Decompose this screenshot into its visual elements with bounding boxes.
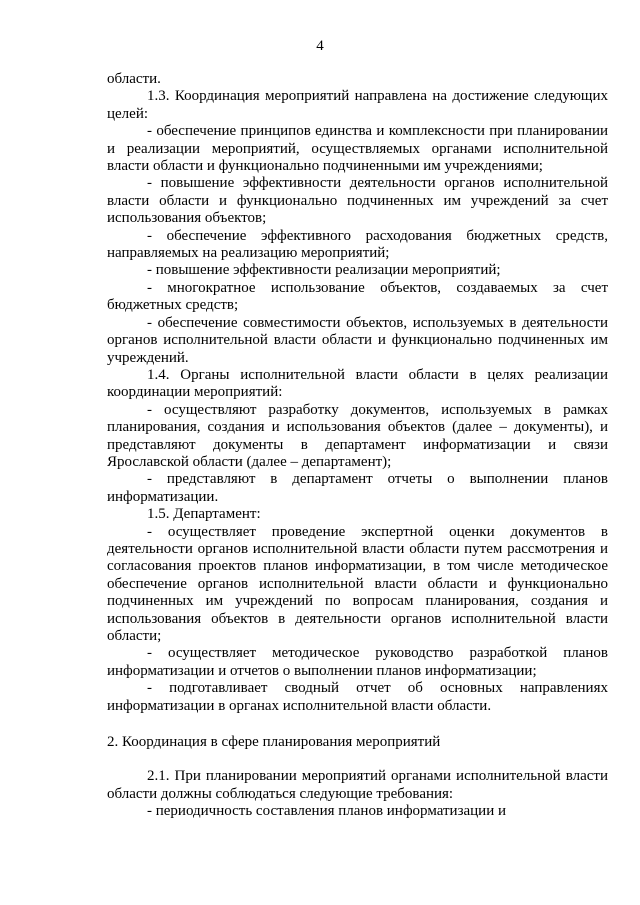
paragraph: 1.5. Департамент: [147,506,261,523]
paragraph: - повышение эффективности реализации мероприятий; [147,262,501,279]
paragraph: - многократное использование объектов, создаваемых за счет бюджетных средств; [107,279,608,314]
paragraph: - осуществляет проведение экспертной оценки документов в деятельности органов исполнительной власти области путем рассмотрения и согласования проектов планов информатизации, в том числе методическое обеспечение органов исполнительной власти области и функционально подчиненных им учреждений по вопросам планирования, создания и использования объектов в деятельности органов исполнительной власти области; [107,523,608,644]
section-1-continuation [107,71,608,715]
document-body [107,71,608,821]
paragraph: 1.3. Координация мероприятий направлена на достижение следующих целей: [107,88,608,122]
paragraph: - обеспечение совместимости объектов, используемых в деятельности органов исполнительной власти области и функционально подчиненных им учреждений. [107,314,608,366]
paragraph: - обеспечение принципов единства и комплексности при планировании и реализации мероприятий, осуществляемых органами исполнительной власти области и функционально подчиненными им учреждениями; [107,123,608,175]
paragraph: - представляют в департамент отчеты о выполнении планов информатизации. [107,471,608,505]
paragraph: - осуществляет методическое руководство разработкой планов информатизации и отчетов о выполнении планов информатизации; [107,645,608,679]
paragraph: 2.1. При планировании мероприятий органами исполнительной власти области должны соблюдаться следующие требования: [107,768,608,802]
paragraph: - повышение эффективности деятельности органов исполнительной власти области и функционально подчиненных им учреждений за счет использования объектов; [107,175,608,227]
paragraph: - периодичность составления планов информатизации и [147,803,507,820]
paragraph: - осуществляют разработку документов, используемых в рамках планирования, создания и использования объектов (далее – документы), и представляют документы в департамент информатизации и связи Ярославской области (далее – департамент); [107,401,608,470]
paragraph: - обеспечение эффективного расходования бюджетных средств, направляемых на реализацию мероприятий; [107,227,608,262]
section-2-text [107,768,608,820]
section-heading: 2. Координация в сфере планирования мероприятий [107,734,441,751]
page-number: 4 [316,38,324,54]
paragraph: - подготавливает сводный отчет об основных направлениях информатизации в органах исполнительной власти области. [107,680,608,714]
paragraph: 1.4. Органы исполнительной власти области в целях реализации координации мероприятий: [107,366,608,401]
paragraph: области. [107,71,161,87]
